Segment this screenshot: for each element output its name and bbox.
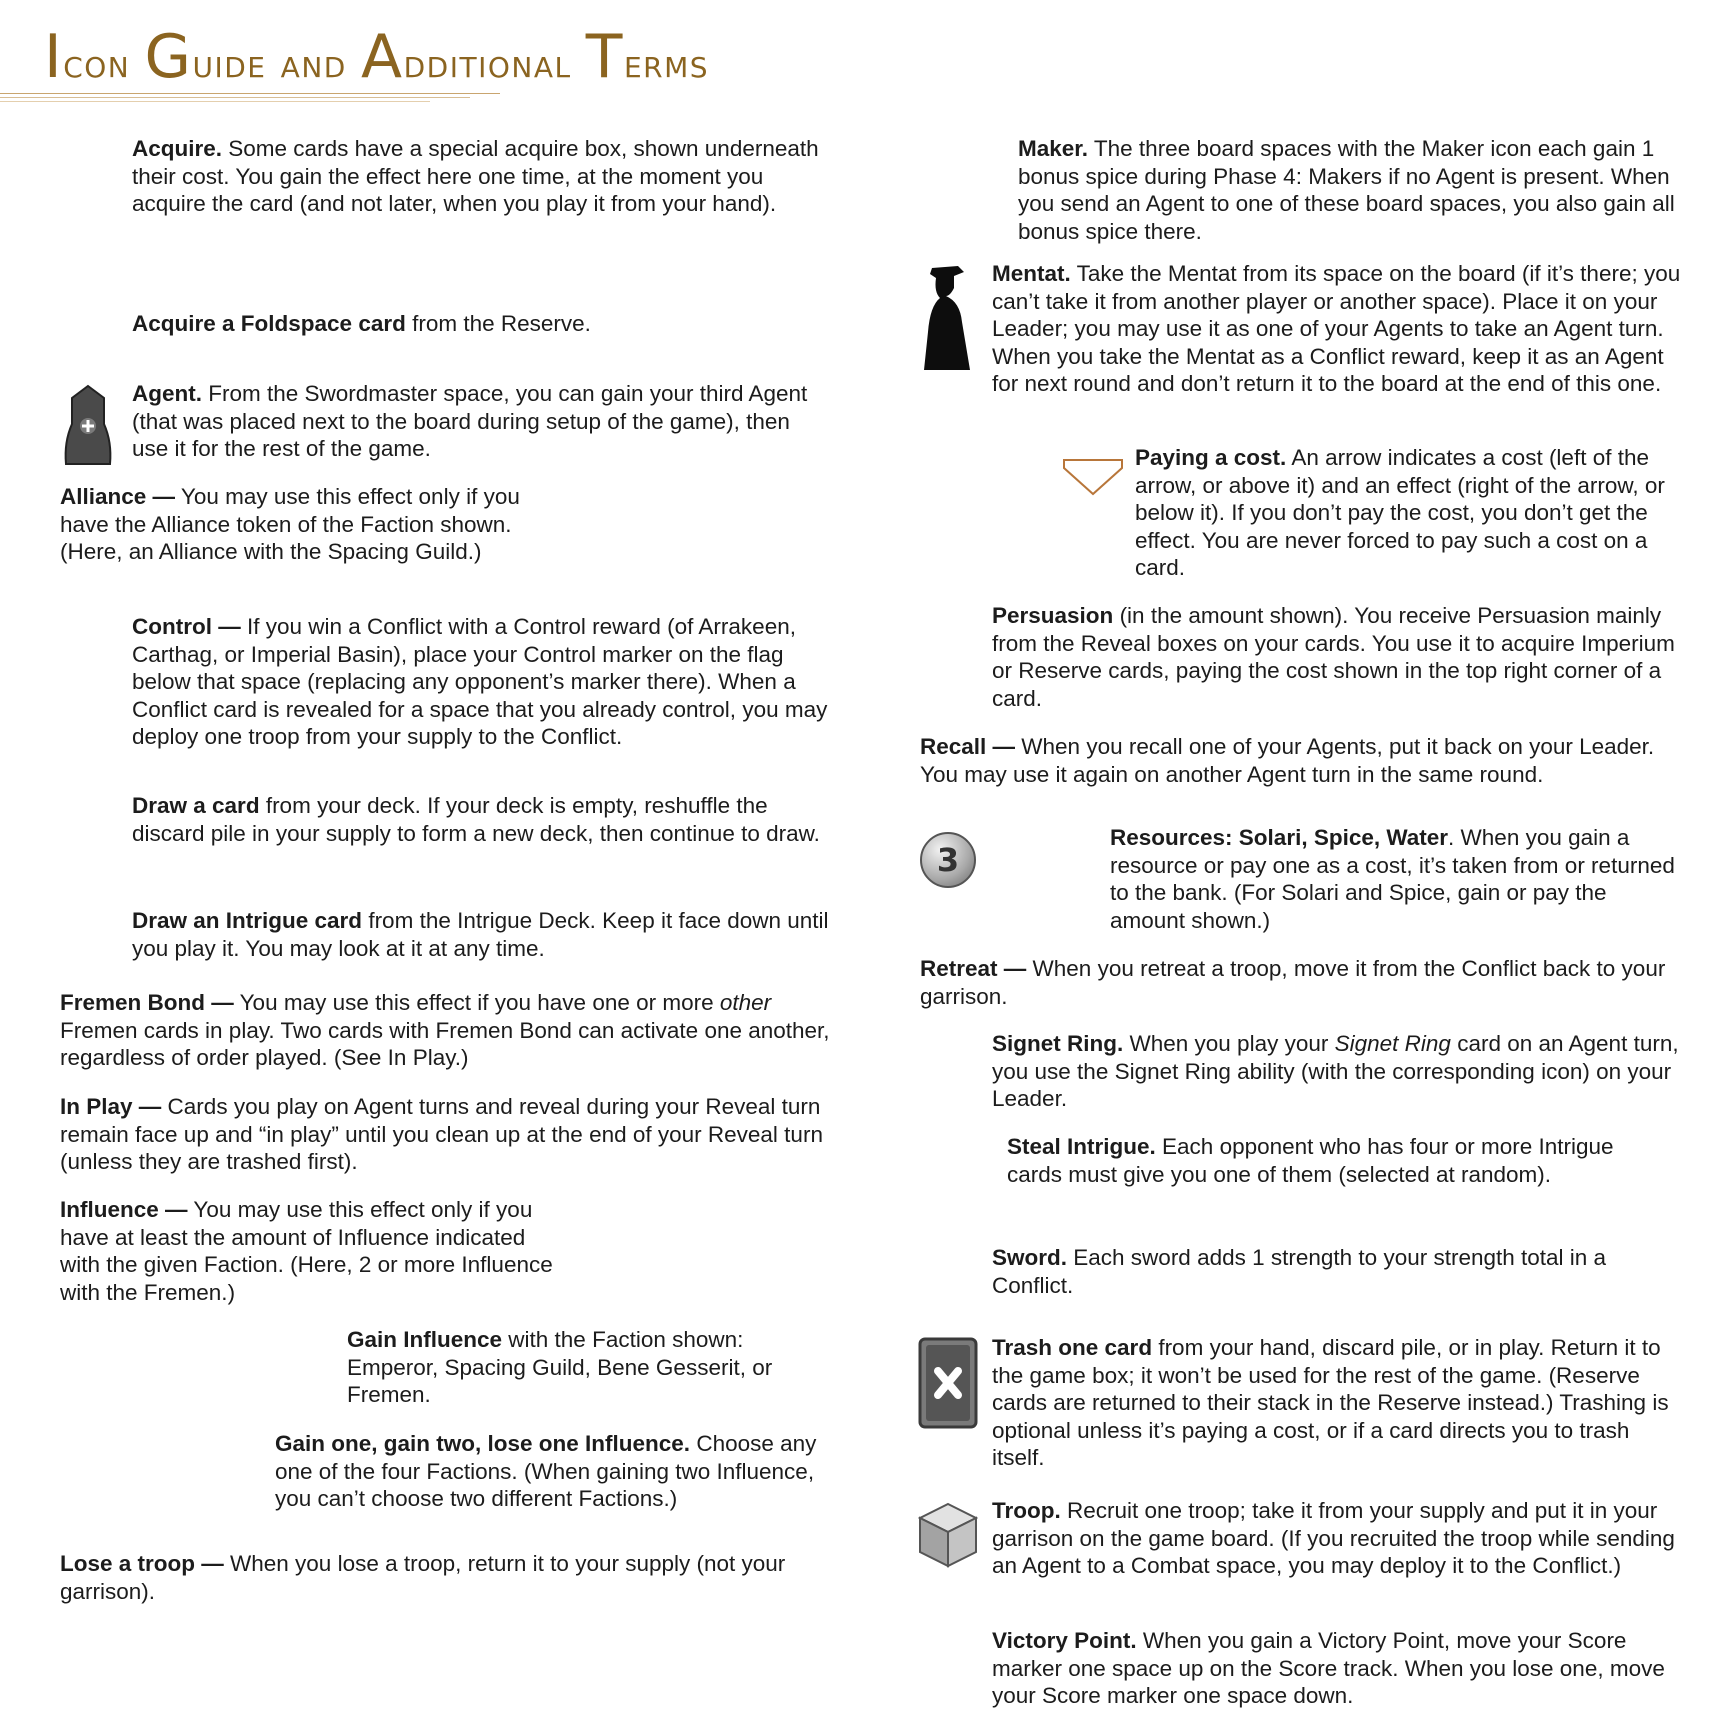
entry-agent: Agent. From the Swordmaster space, you can gain your third Agent (that was placed next to the board during setup of the game), then use it for the rest of the game. <box>132 381 808 461</box>
entry-gain-influence: Gain Influence with the Faction shown: Emperor, Spacing Guild, Bene Gesserit, or Fremen. <box>347 1327 773 1407</box>
entry-maker: Maker. The three board spaces with the Maker icon each gain 1 bonus spice during Phase 4: Makers if no Agent is present. When you send an Agent to one of these board spaces, you also gain all bonus spice there. <box>1018 136 1675 244</box>
entry-gain-one-two: Gain one, gain two, lose one Influence. Choose any one of the four Factions. (When gaining two Influence, you can’t choose two different Factions.) <box>275 1431 817 1511</box>
entry-lose-troop: Lose a troop — When you lose a troop, return it to your supply (not your garrison). <box>60 1551 786 1604</box>
entry-fremen-bond: Fremen Bond — You may use this effect if you have one or more other Fremen cards in play. Two cards with Fremen Bond can activate one another, regardless of order played. (See In Play.) <box>60 990 830 1070</box>
title-rule <box>0 97 470 98</box>
entry-steal-intrigue: Steal Intrigue. Each opponent who has four or more Intrigue cards must give you one of them (selected at random). <box>1007 1134 1614 1187</box>
entry-retreat: Retreat — When you retreat a troop, move it from the Conflict back to your garrison. <box>920 956 1666 1009</box>
coin-number: 3 <box>936 841 960 879</box>
entry-paying-cost: Paying a cost. An arrow indicates a cost (left of the arrow, or above it) and an effect (right of the arrow, or below it). If you don’t pay the cost, you don’t get the effect. You are never forced to pay such a cost on a card. <box>1135 445 1665 580</box>
entry-mentat: Mentat. Take the Mentat from its space on the board (if it’s there; you can’t take it from another player or another space). Place it on your Leader; you may use it as one of your Agents to take an Agent turn. When you take the Mentat as a Conflict reward, keep it as an Agent for next round and don’t return it to the board at the end of this one. <box>992 261 1681 396</box>
entry-draw-card: Draw a card from your deck. If your deck is empty, reshuffle the discard pile in your supply to form a new deck, then continue to draw. <box>132 793 820 846</box>
entry-influence: Influence — You may use this effect only if you have at least the amount of Influence indicated with the given Faction. (Here, 2 or more Influence with the Fremen.) <box>60 1197 553 1305</box>
agent-icon <box>60 384 116 468</box>
title-rule <box>0 101 430 102</box>
title-part: Terms <box>585 22 710 92</box>
title-part: Guide and <box>144 22 362 92</box>
solari-coin-icon <box>920 832 976 888</box>
entry-draw-intrigue: Draw an Intrigue card from the Intrigue Deck. Keep it face down until you play it. You may look at it at any time. <box>132 908 829 961</box>
entry-alliance: Alliance — You may use this effect only if you have the Alliance token of the Faction shown. (Here, an Alliance with the Spacing Guild.) <box>60 484 520 564</box>
mentat-icon <box>920 262 976 374</box>
title-part: Icon <box>44 22 145 92</box>
entry-recall: Recall — When you recall one of your Agents, put it back on your Leader. You may use it again on another Agent turn in the same round. <box>920 734 1655 787</box>
title-rule <box>0 93 500 94</box>
troop-cube-icon <box>918 1502 978 1568</box>
entry-victory-point: Victory Point. When you gain a Victory Point, move your Score marker one space up on the Score track. When you lose one, move your Score marker one space down. <box>992 1628 1665 1708</box>
entry-acquire: Acquire. Some cards have a special acquire box, shown underneath their cost. You gain the effect here one time, at the moment you acquire the card (and not later, when you play it from your hand). <box>132 136 819 216</box>
entry-troop: Troop. Recruit one troop; take it from your supply and put it in your garrison on the game board. (If you recruited the troop while sending an Agent to a Combat space, you may deploy it to the Conflict.) <box>992 1498 1675 1578</box>
entry-control: Control — If you win a Conflict with a Control reward (of Arrakeen, Carthag, or Imperial Basin), place your Control marker on the flag below that space (replacing any opponent’s marker there). When a Conflict card is revealed for a space that you already control, you may deploy one troop from your supply to the Conflict. <box>132 614 828 749</box>
page-title <box>44 22 709 92</box>
trash-icon <box>918 1337 978 1429</box>
entry-persuasion: Persuasion (in the amount shown). You receive Persuasion mainly from the Reveal boxes on your cards. You use it to acquire Imperium or Reserve cards, paying the cost shown in the top right corner of a card. <box>992 603 1675 711</box>
entry-sword: Sword. Each sword adds 1 strength to your strength total in a Conflict. <box>992 1245 1607 1298</box>
entry-resources: Resources: Solari, Spice, Water. When you gain a resource or pay one as a cost, it’s taken from or returned to the bank. (For Solari and Spice, gain or pay the amount shown.) <box>1110 825 1675 933</box>
entry-in-play: In Play — Cards you play on Agent turns and reveal during your Reveal turn remain face up and “in play” until you clean up at the end of your Reveal turn (unless they are trashed first). <box>60 1094 823 1174</box>
entry-signet-ring: Signet Ring. When you play your Signet Ring card on an Agent turn, you use the Signet Ring ability (with the corresponding icon) on your Leader. <box>992 1031 1679 1111</box>
title-part: Additional <box>361 22 586 92</box>
entry-trash: Trash one card from your hand, discard pile, or in play. Return it to the game box; it won’t be used for the rest of the game. (Reserve cards are returned to their stack in the Reserve instead.) Trashing is optional unless it’s paying a cost, or if a card directs you to trash itself. <box>992 1335 1669 1470</box>
entry-acquire-foldspace: Acquire a Foldspace card from the Reserve. <box>132 311 591 336</box>
paying-cost-arrow-icon <box>1062 456 1124 498</box>
